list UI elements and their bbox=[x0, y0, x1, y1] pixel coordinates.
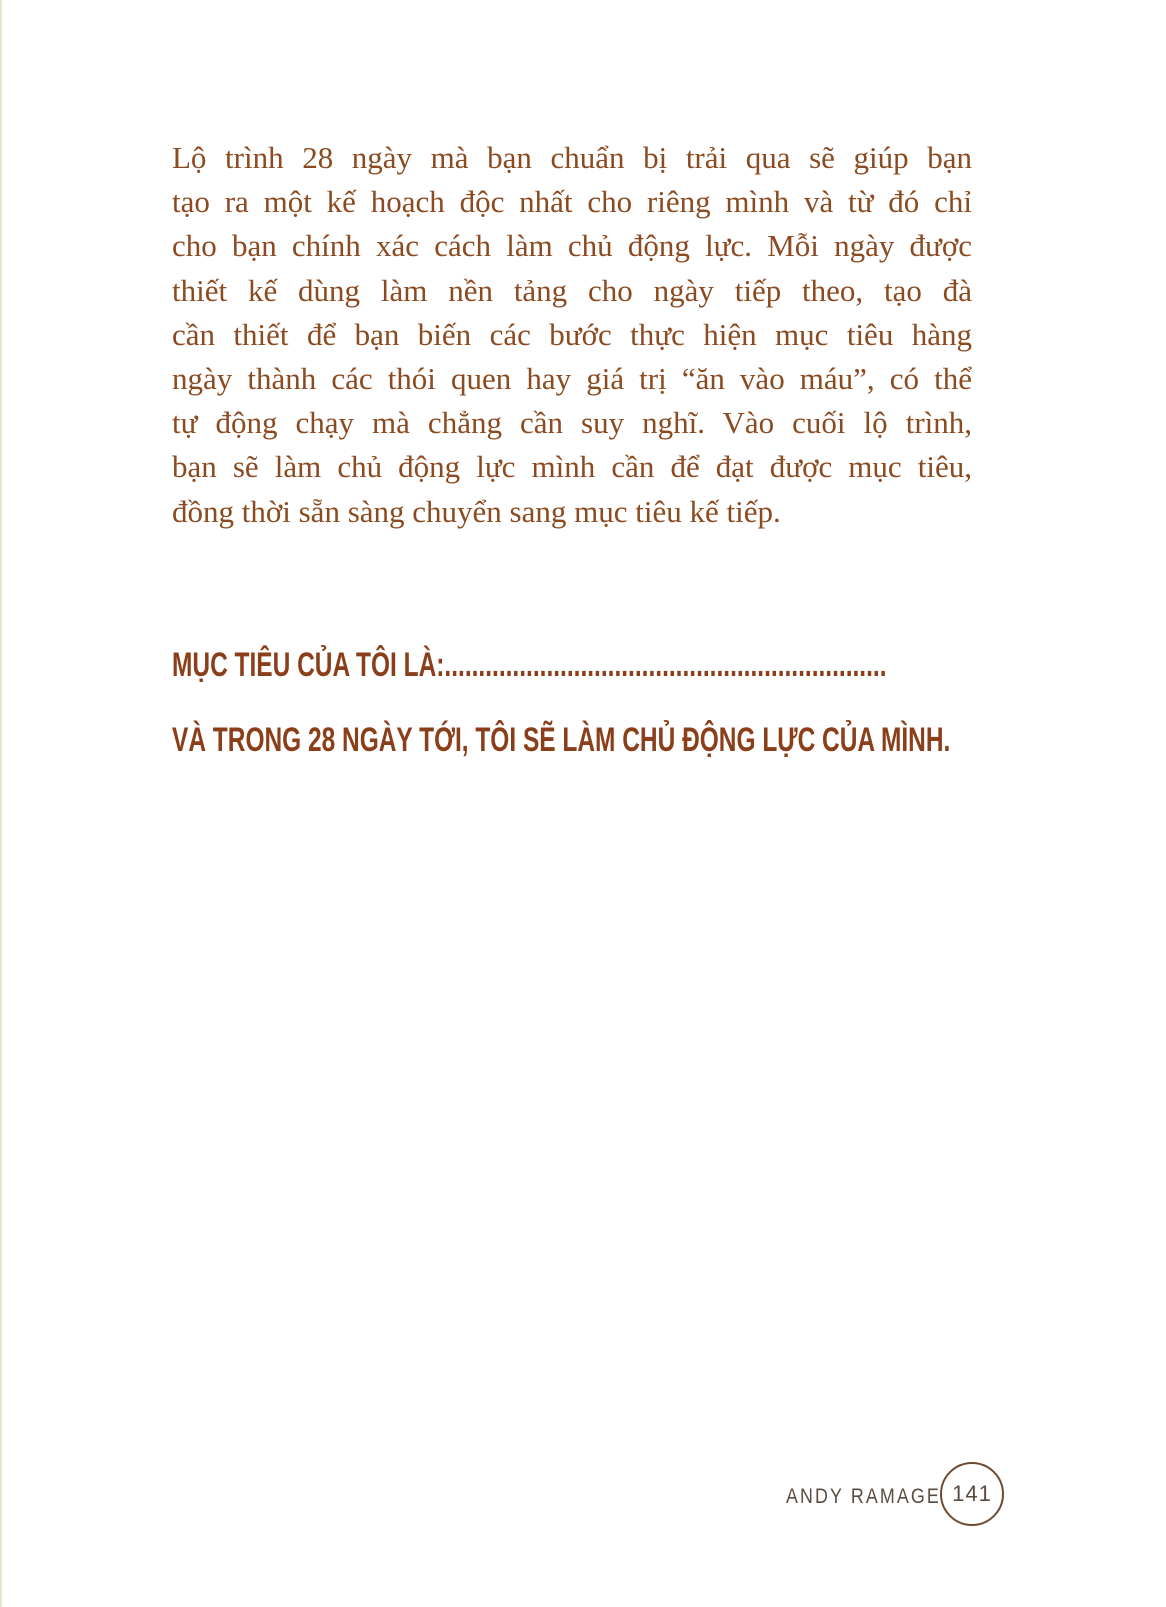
page-edge bbox=[0, 0, 2, 1607]
paragraph-line: đồng thời sẵn sàng chuyển sang mục tiêu kế tiếp. bbox=[172, 493, 781, 529]
paragraph-line: thiết kế dùng làm nền tảng cho ngày tiếp theo, tạo đà bbox=[172, 272, 972, 308]
paragraph-line: tự động chạy mà chẳng cần suy nghĩ. Vào cuối lộ trình, bbox=[172, 405, 972, 441]
paragraph-line: Lộ trình 28 ngày mà bạn chuẩn bị trải qua sẽ giúp bạn bbox=[172, 140, 972, 175]
page-number-circle bbox=[940, 1462, 1004, 1526]
paragraph-line: bạn sẽ làm chủ động lực mình cần để đạt được mục tiêu, bbox=[172, 449, 972, 485]
paragraph-line: tạo ra một kế hoạch độc nhất cho riêng mình và từ đó chỉ bbox=[172, 184, 972, 220]
goal-heading: MỤC TIÊU CỦA TÔI LÀ:................................................................. bbox=[172, 646, 887, 684]
page-number: 141 bbox=[952, 1481, 992, 1506]
author-name: ANDY RAMAGE bbox=[786, 1485, 941, 1508]
body-paragraph bbox=[172, 136, 972, 534]
paragraph-line: cần thiết để bạn biến các bước thực hiện mục tiêu hàng bbox=[172, 316, 972, 352]
paragraph-line: ngày thành các thói quen hay giá trị “ăn vào máu”, có thể bbox=[172, 361, 972, 397]
paragraph-line: cho bạn chính xác cách làm chủ động lực. Mỗi ngày được bbox=[172, 228, 972, 264]
page-footer bbox=[0, 1462, 1166, 1532]
pledge-heading: VÀ TRONG 28 NGÀY TỚI, TÔI SẼ LÀM CHỦ ĐỘNG LỰC CỦA MÌNH. bbox=[172, 721, 951, 759]
